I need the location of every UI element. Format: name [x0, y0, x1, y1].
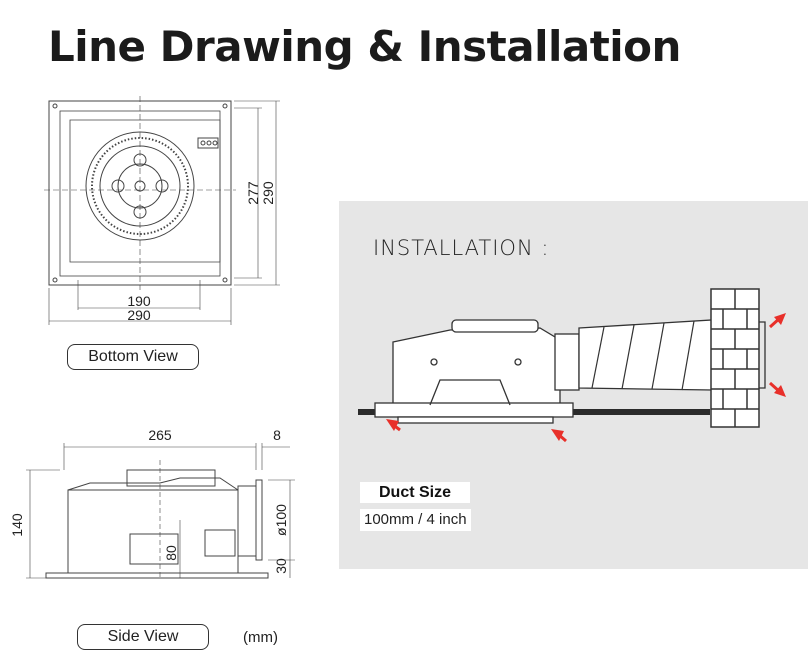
- unit-label: (mm): [243, 629, 278, 646]
- dim-bottom-inner-height: 277: [245, 181, 261, 205]
- dim-side-width: 265: [148, 427, 172, 443]
- dim-side-bottom: 30: [273, 558, 289, 574]
- duct-size-value: 100mm / 4 inch: [360, 509, 471, 531]
- dim-side-flange: 8: [273, 427, 281, 443]
- wall-outlet-cover: [759, 322, 765, 388]
- bottom-view-label: Bottom View: [67, 344, 199, 370]
- duct-size-label: Duct Size: [360, 482, 470, 503]
- side-view-label: Side View: [77, 624, 209, 650]
- dim-bottom-outer-width: 290: [127, 307, 151, 323]
- page-title: Line Drawing & Installation: [48, 22, 681, 71]
- dim-bottom-inner-width: 190: [127, 293, 151, 309]
- dim-bottom-outer-height: 290: [260, 181, 276, 205]
- fan-grille: [375, 403, 573, 417]
- fan-housing: [393, 328, 560, 405]
- dim-side-height: 140: [9, 513, 25, 537]
- dim-side-duct: ø100: [273, 504, 289, 536]
- dim-side-body: 80: [163, 545, 179, 561]
- installation-title: INSTALLATION :: [373, 236, 550, 260]
